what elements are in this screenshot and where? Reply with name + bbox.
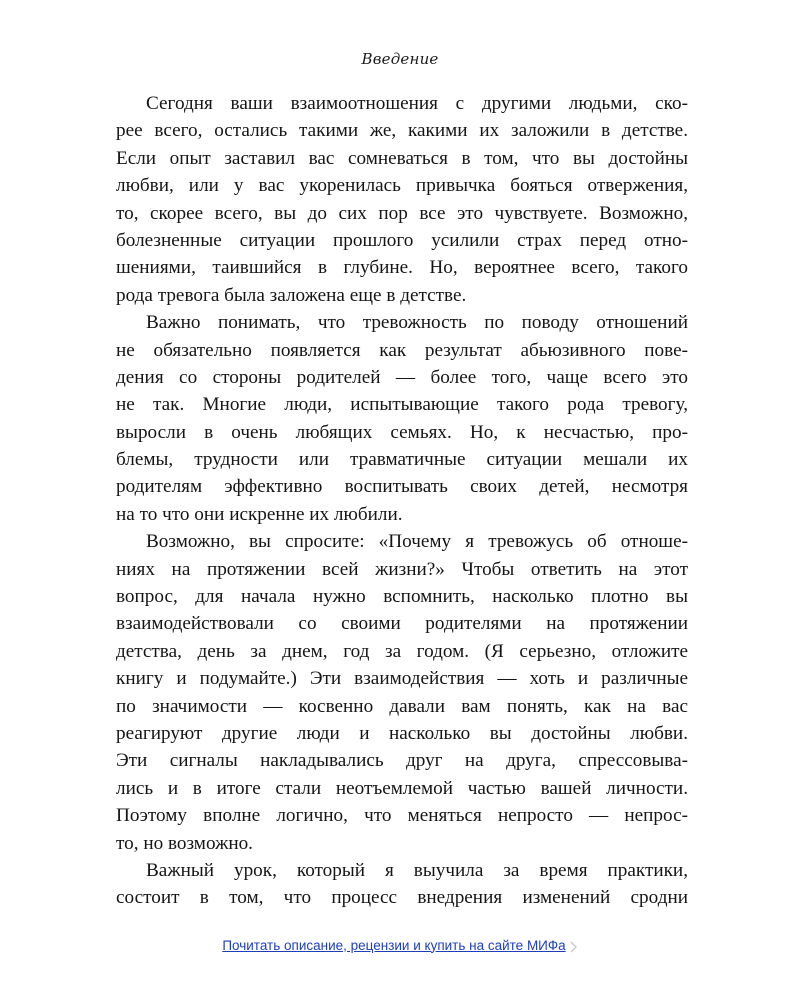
text-line: не так. Многие люди, испытывающие такого рода тревогу, (116, 394, 688, 416)
paragraph (116, 309, 688, 528)
text-line: Важный урок, который я выучила за время практики, (146, 859, 688, 881)
text-line: Важно понимать, что тревожность по поводу отношений (146, 312, 688, 334)
buy-link[interactable]: Почитать описание, рецензии и купить на сайте МИФа (222, 937, 566, 953)
text-line: на то что они искренне их любили. (116, 503, 403, 525)
running-title: Введение (361, 50, 439, 68)
text-line: родителям эффективно воспитывать своих детей, несмотря (116, 476, 688, 498)
text-line: Если опыт заставил вас сомневаться в том, что вы достойны (116, 147, 688, 169)
text-line: не обязательно появляется как результат абьюзивного пове- (116, 339, 688, 361)
text-line: любви, или у вас укоренилась привычка бояться отвержения, (116, 175, 688, 197)
text-line: то, скорее всего, вы до сих пор все это чувствуете. Возможно, (116, 202, 688, 224)
text-line: рода тревога была заложена еще в детстве. (116, 284, 467, 306)
text-line: шениями, таившийся в глубине. Но, вероятнее всего, такого (116, 257, 688, 279)
text-line: реагируют другие люди и насколько вы достойны любви. (116, 722, 688, 744)
text-line: книгу и подумайте.) Эти взаимодействия — хоть и различные (116, 668, 688, 690)
text-line: лись и в итоге стали неотъемлемой частью вашей личности. (116, 777, 688, 799)
text-line: состоит в том, что процесс внедрения изменений сродни (116, 887, 688, 909)
text-line: вопрос, для начала нужно вспомнить, насколько плотно вы (116, 586, 688, 608)
text-line: по значимости — косвенно давали вам понять, как на вас (116, 695, 688, 717)
text-line: Возможно, вы спросите: «Почему я тревожусь об отноше- (146, 531, 688, 553)
text-line: выросли в очень любящих семьях. Но, к несчастью, про- (116, 421, 688, 443)
text-line: болезненные ситуации прошлого усилили страх перед отно- (116, 229, 688, 251)
chevron-right-icon (570, 940, 578, 952)
text-line: детства, день за днем, год за годом. (Я серьезно, отложите (116, 640, 688, 662)
footer-link-bar (204, 932, 596, 958)
text-line: Сегодня ваши взаимоотношения с другими людьми, ско- (146, 93, 688, 114)
text-line: взаимодействовали со своими родителями на протяжении (116, 613, 688, 635)
page-body (116, 90, 688, 912)
text-line: то, но возможно. (116, 832, 253, 854)
text-line: рее всего, остались такими же, какими их заложили в детстве. (116, 120, 688, 142)
paragraph (116, 857, 688, 912)
text-line: Поэтому вполне логично, что меняться непросто — непрос- (116, 805, 688, 827)
paragraph (116, 90, 688, 309)
text-line: Эти сигналы накладывались друг на друга, спрессовыва- (116, 750, 688, 772)
text-line: дения со стороны родителей — более того, чаще всего это (116, 366, 688, 388)
paragraph (116, 528, 688, 857)
text-line: ниях на протяжении всей жизни?» Чтобы ответить на этот (116, 558, 688, 580)
text-line: блемы, трудности или травматичные ситуации мешали их (116, 449, 688, 471)
